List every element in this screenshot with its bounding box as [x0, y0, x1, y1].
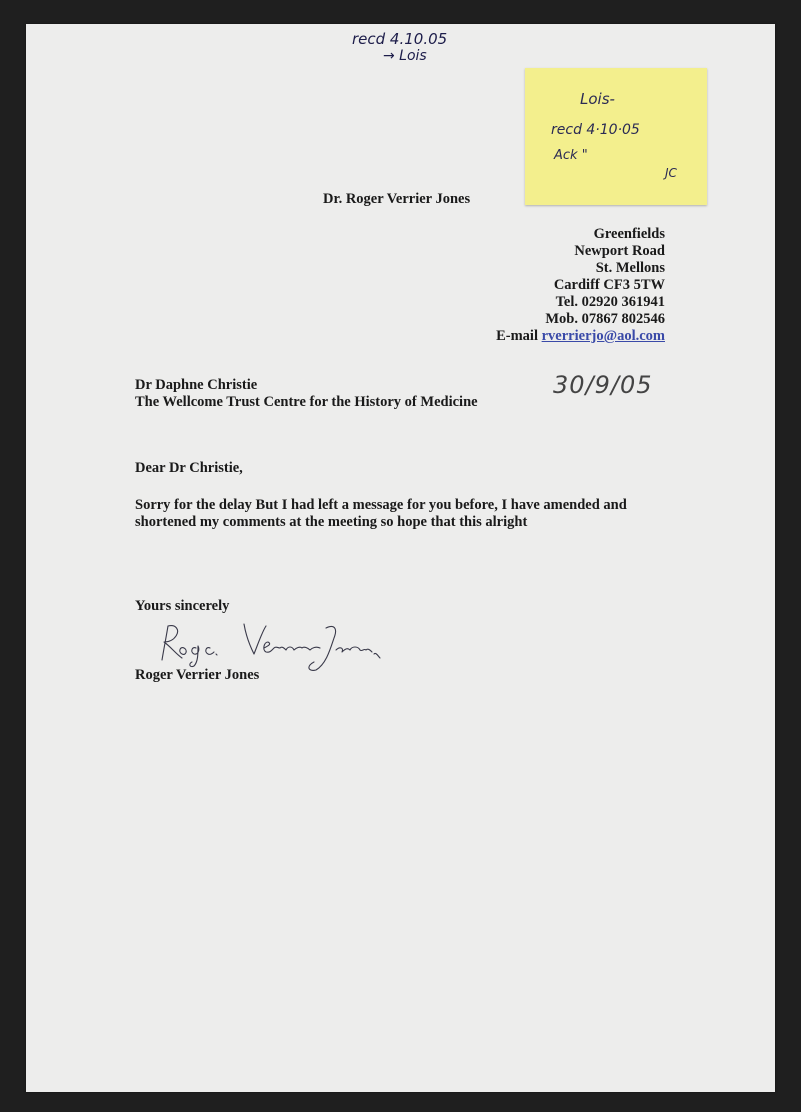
- email-line: [496, 328, 665, 345]
- address-line: St. Mellons: [595, 260, 665, 276]
- sticky-note-initials: JC: [665, 166, 677, 180]
- phone-line: Tel. 02920 361941: [555, 294, 665, 310]
- sender-name: Dr. Roger Verrier Jones: [323, 191, 471, 207]
- sticky-note-line: Ack ": [554, 148, 588, 163]
- body-line: shortened my comments at the meeting so hope that this alright: [135, 514, 528, 530]
- closing: Yours sincerely: [135, 598, 230, 614]
- sticky-note-line: Lois-: [580, 90, 615, 108]
- body-paragraph: [135, 497, 675, 531]
- sticky-note: [525, 68, 707, 205]
- recipient-name: Dr Daphne Christie: [135, 377, 258, 393]
- received-annotation: recd 4.10.05: [352, 30, 448, 48]
- address-line: Cardiff CF3 5TW: [553, 277, 665, 293]
- mobile-line: Mob. 07867 802546: [545, 311, 665, 327]
- sticky-note-line: recd 4·10·05: [551, 122, 640, 138]
- signature-image: [148, 618, 388, 674]
- recipient-organisation: The Wellcome Trust Centre for the History of Medicine: [135, 394, 478, 410]
- email-label: E-mail: [496, 328, 538, 344]
- signatory-name: Roger Verrier Jones: [135, 667, 260, 683]
- body-line: Sorry for the delay But I had left a message for you before, I have amended and: [135, 497, 627, 513]
- address-line: Greenfields: [593, 226, 665, 242]
- handwritten-date: 30/9/05: [553, 371, 653, 399]
- forward-annotation: → Lois: [383, 48, 427, 64]
- email-link[interactable]: rverrierjo@aol.com: [541, 328, 665, 344]
- address-line: Newport Road: [574, 243, 665, 259]
- salutation: Dear Dr Christie,: [135, 460, 243, 476]
